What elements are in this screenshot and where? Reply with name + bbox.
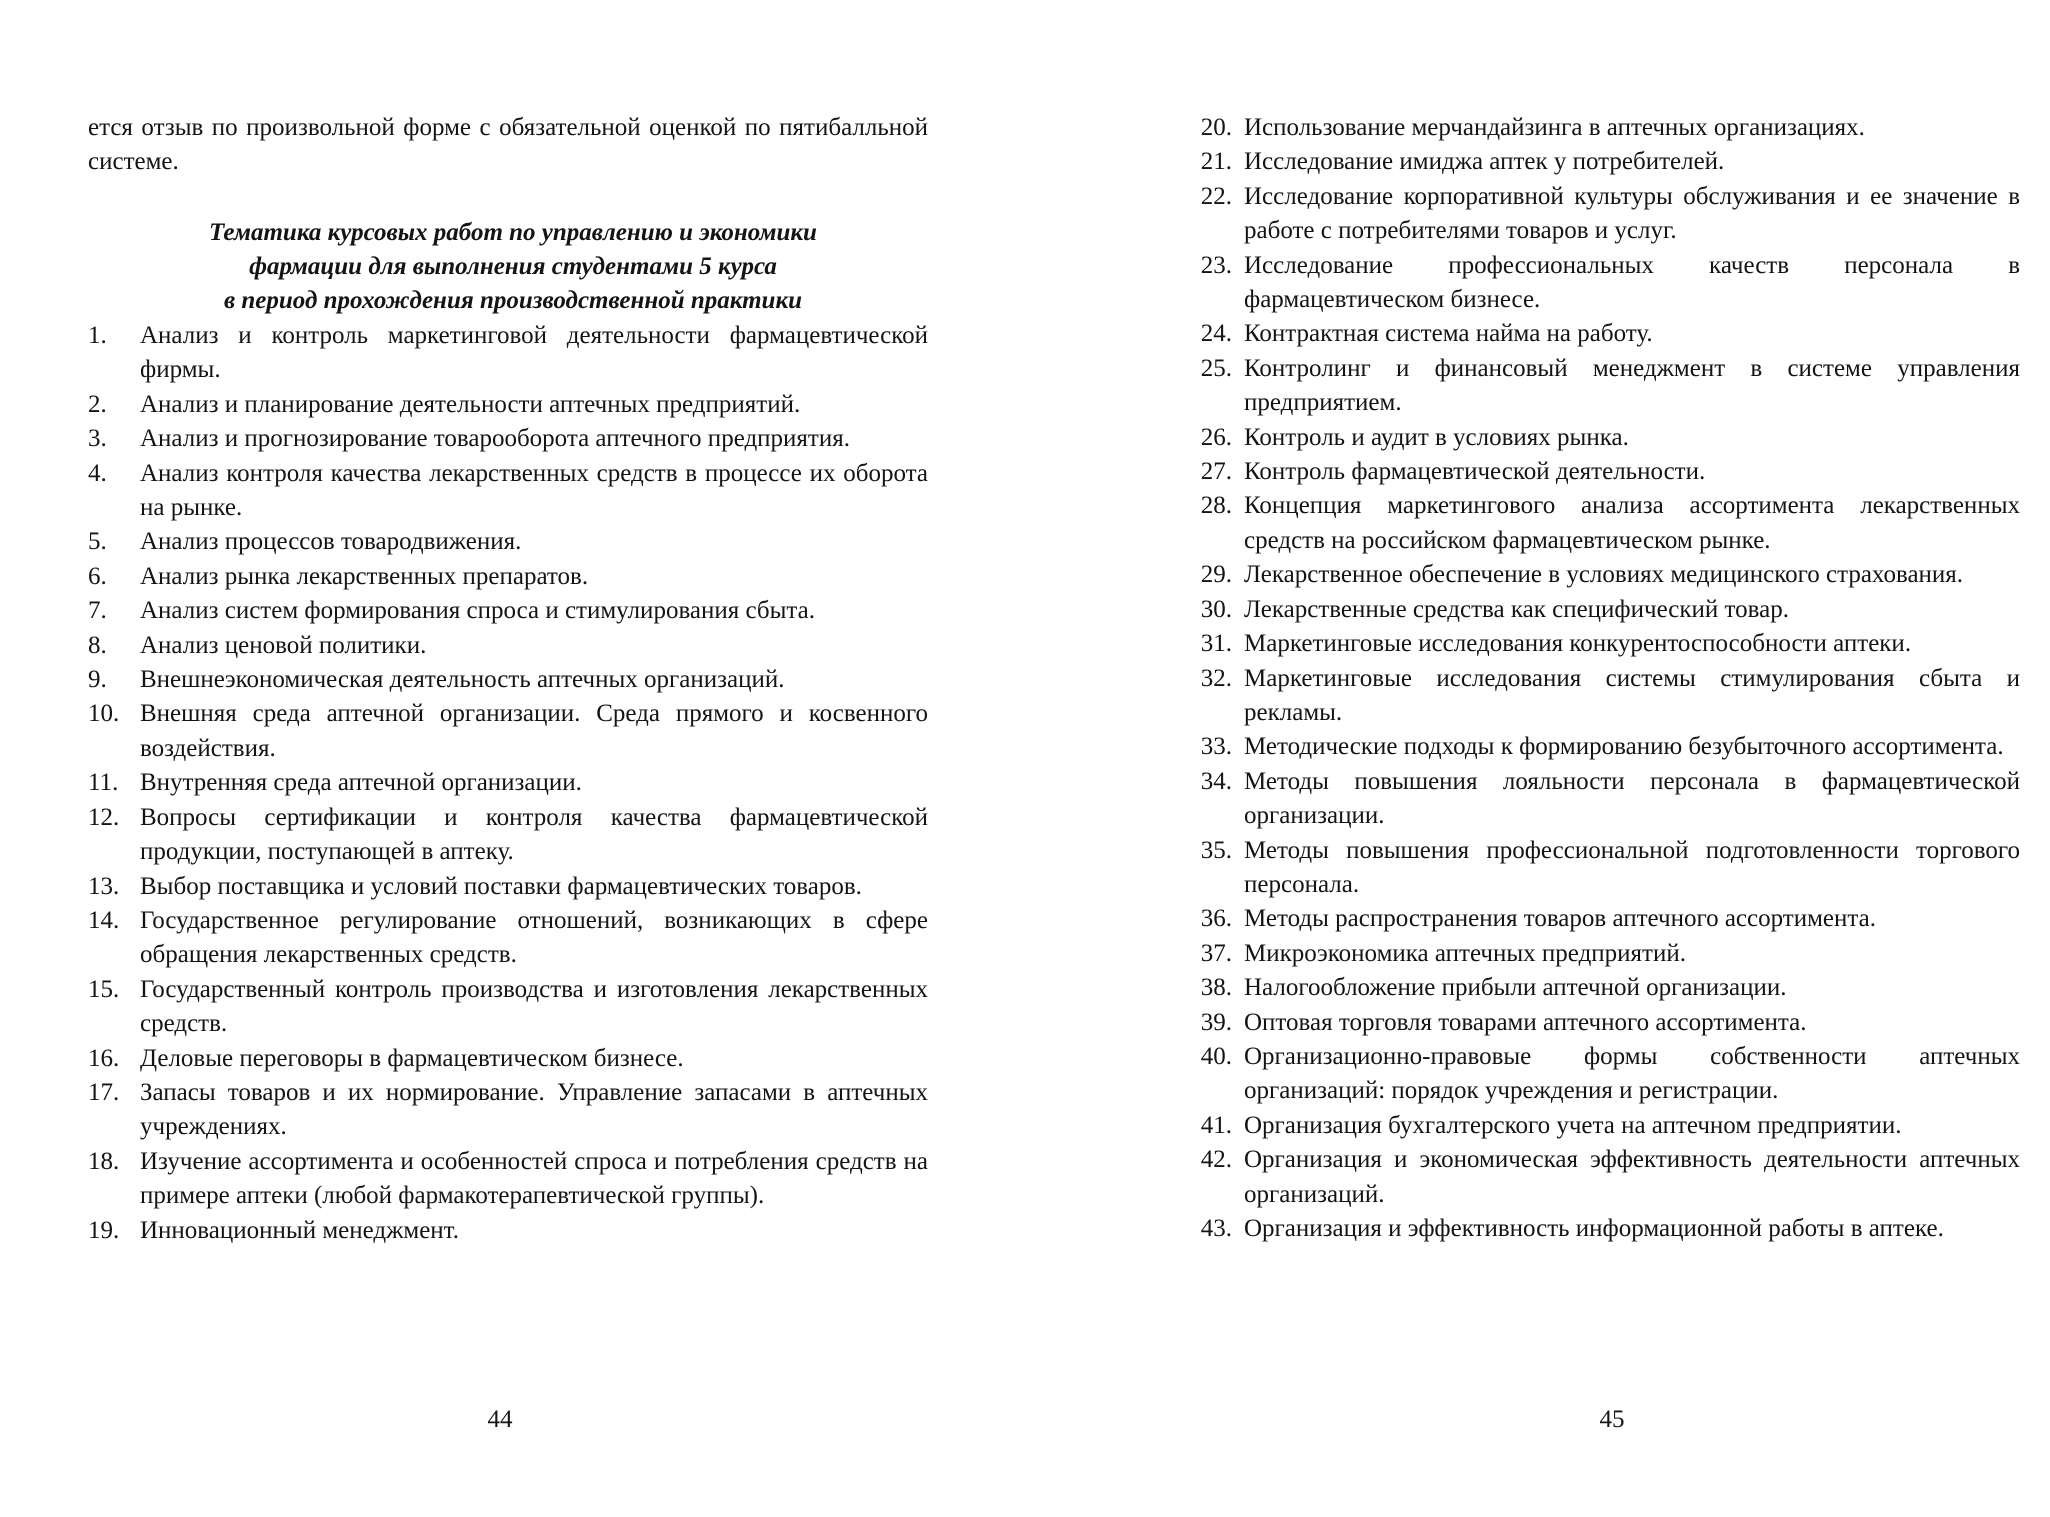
list-item (88, 560, 928, 594)
right-page (1180, 0, 2020, 1517)
item-text: Исследование профессиональных качеств персонала в фармацевтическом бизнесе. (1244, 251, 2020, 314)
list-item (88, 1042, 928, 1076)
list-item (1180, 249, 2020, 318)
list-item (1180, 1212, 2020, 1246)
item-text: Государственный контроль производства и изготовления лекарственных средств. (140, 975, 928, 1038)
list-item (88, 697, 928, 766)
list-item (88, 973, 928, 1042)
list-item (1180, 627, 2020, 661)
item-number: 17. (88, 1078, 120, 1106)
item-text: Методы повышения профессиональной подготовленности торгового персонала. (1244, 836, 2020, 898)
item-number: 22. (1200, 182, 1232, 210)
list-item (88, 319, 928, 388)
item-text: Исследование имиджа аптек у потребителей. (1244, 148, 1725, 176)
item-text: Концепция маркетингового анализа ассортимента лекарственных средств на российском фармацевтическом рынке. (1244, 492, 2020, 554)
item-number: 42. (1200, 1146, 1232, 1174)
item-number: 24. (1200, 320, 1232, 348)
item-number: 26. (1200, 423, 1232, 451)
item-text: Маркетинговые исследования конкурентоспособности аптеки. (1244, 630, 1912, 658)
list-item (1180, 765, 2020, 834)
list-item (88, 629, 928, 663)
item-text: Анализ рынка лекарственных препаратов. (140, 562, 589, 590)
heading-line: Тематика курсовых работ по управлению и экономики (209, 219, 817, 246)
item-text: Организация и экономическая эффективность деятельности аптечных организаций. (1244, 1146, 2020, 1208)
list-item (1180, 180, 2020, 249)
list-item (88, 388, 928, 422)
list-item (1180, 1040, 2020, 1109)
item-text: Анализ контроля качества лекарственных средств в процессе их оборота на рынке. (140, 459, 928, 522)
item-number: 25. (1200, 354, 1232, 382)
item-text: Анализ и планирование деятельности аптечных предприятий. (140, 390, 801, 418)
item-number: 7. (88, 597, 107, 625)
item-number: 35. (1200, 836, 1232, 864)
item-number: 28. (1200, 492, 1232, 520)
item-number: 16. (88, 1044, 120, 1072)
item-number: 3. (88, 425, 107, 453)
item-number: 11. (88, 769, 119, 797)
item-text: Анализ систем формирования спроса и стимулирования сбыта. (140, 597, 816, 625)
item-text: Контроль и аудит в условиях рынка. (1244, 423, 1629, 451)
item-text: Организационно-правовые формы собственности аптечных организаций: порядок учреждения и регистрации. (1244, 1042, 2020, 1105)
item-number: 9. (88, 666, 107, 694)
list-item (1180, 593, 2020, 627)
item-text: Деловые переговоры в фармацевтическом бизнесе. (140, 1044, 684, 1072)
item-number: 40. (1200, 1042, 1232, 1070)
item-number: 19. (88, 1216, 120, 1244)
list-item (1180, 971, 2020, 1005)
item-text: Лекарственное обеспечение в условиях медицинского страхования. (1244, 561, 1964, 589)
item-text: Запасы товаров и их нормирование. Управление запасами в аптечных учреждениях. (140, 1078, 928, 1141)
list-item (88, 870, 928, 904)
item-number: 8. (88, 631, 107, 659)
section-heading (108, 216, 918, 318)
item-number: 27. (1200, 458, 1232, 486)
item-number: 6. (88, 562, 107, 590)
list-item (1180, 317, 2020, 351)
item-number: 34. (1200, 767, 1232, 795)
item-number: 21. (1200, 148, 1232, 176)
item-number: 39. (1200, 1008, 1232, 1036)
list-item (1180, 730, 2020, 764)
item-text: Изучение ассортимента и особенностей спроса и потребления средств на примере аптеки (любой фармакотерапевтической группы). (140, 1147, 928, 1210)
list-item (1180, 662, 2020, 731)
list-item (88, 766, 928, 800)
item-number: 32. (1200, 664, 1232, 692)
list-item (88, 663, 928, 697)
item-text: Инновационный менеджмент. (140, 1216, 459, 1244)
item-text: Использование мерчандайзинга в аптечных организациях. (1244, 114, 1865, 141)
item-text: Анализ и контроль маркетинговой деятельности фармацевтической фирмы. (140, 322, 928, 384)
item-number: 43. (1200, 1215, 1232, 1242)
topics-list-right (1180, 111, 2020, 1246)
item-text: Микроэкономика аптечных предприятий. (1244, 939, 1686, 967)
item-text: Внешнеэкономическая деятельность аптечных организаций. (140, 666, 785, 694)
item-number: 13. (88, 872, 120, 900)
list-item (1180, 145, 2020, 179)
list-item (88, 594, 928, 628)
item-number: 10. (88, 700, 120, 728)
item-text: Методические подходы к формированию безубыточного ассортимента. (1244, 733, 2004, 761)
list-item (88, 525, 928, 559)
list-item (1180, 111, 2020, 145)
item-number: 23. (1200, 251, 1232, 279)
list-item (1180, 834, 2020, 903)
item-text: Анализ процессов товародвижения. (140, 528, 522, 556)
list-item (1180, 902, 2020, 936)
item-text: Вопросы сертификации и контроля качества фармацевтической продукции, поступающей в аптеку. (140, 803, 928, 866)
item-number: 4. (88, 459, 107, 487)
list-item (1180, 1143, 2020, 1212)
list-item (88, 1214, 928, 1248)
item-text: Налогообложение прибыли аптечной организации. (1244, 974, 1787, 1002)
item-number: 38. (1200, 974, 1232, 1002)
item-number: 2. (88, 390, 107, 418)
list-item (1180, 489, 2020, 558)
item-text: Лекарственные средства как специфический товар. (1244, 595, 1789, 623)
item-text: Внутренняя среда аптечной организации. (140, 769, 582, 797)
item-text: Методы повышения лояльности персонала в фармацевтической организации. (1244, 767, 2020, 830)
list-item (88, 1076, 928, 1145)
item-text: Исследование корпоративной культуры обслуживания и ее значение в работе с потребителями товаров и услуг. (1244, 182, 2020, 245)
item-number: 36. (1200, 905, 1232, 933)
item-text: Маркетинговые исследования системы стимулирования сбыта и рекламы. (1244, 664, 2020, 726)
page-number: 44 (487, 1406, 513, 1433)
intro-paragraph: ется отзыв по произвольной форме с обязательной оценкой по пятибалльной системе. (88, 114, 928, 176)
list-item (88, 801, 928, 870)
item-number: 12. (88, 803, 120, 831)
list-item (88, 904, 928, 973)
item-text: Оптовая торговля товарами аптечного ассортимента. (1244, 1008, 1807, 1036)
list-item (88, 457, 928, 526)
list-item (88, 422, 928, 456)
left-page (88, 0, 928, 1517)
item-text: Контролинг и финансовый менеджмент в системе управления предприятием. (1244, 354, 2020, 417)
list-item (88, 1145, 928, 1214)
item-text: Выбор поставщика и условий поставки фармацевтических товаров. (140, 872, 862, 900)
item-number: 30. (1200, 595, 1232, 623)
item-number: 29. (1200, 561, 1232, 589)
item-text: Анализ и прогнозирование товарооборота аптечного предприятия. (140, 425, 850, 453)
item-number: 31. (1200, 630, 1232, 658)
item-text: Государственное регулирование отношений, возникающих в сфере обращения лекарственных средств. (140, 906, 928, 969)
item-text: Контрактная система найма на работу. (1244, 320, 1653, 348)
heading-line: в период прохождения производственной практики (223, 287, 803, 314)
list-item (1180, 937, 2020, 971)
item-text: Внешняя среда аптечной организации. Среда прямого и косвенного воздействия. (140, 700, 928, 762)
list-item (1180, 1109, 2020, 1143)
item-number: 5. (88, 528, 107, 556)
heading-line: фармации для выполнения студентами 5 курса (249, 253, 777, 280)
topics-list-left (88, 319, 928, 1248)
item-number: 14. (88, 906, 120, 934)
item-text: Организация и эффективность информационной работы в аптеке. (1244, 1215, 1944, 1242)
list-item (1180, 421, 2020, 455)
page-number: 45 (1599, 1406, 1625, 1433)
item-text: Методы распространения товаров аптечного ассортимента. (1244, 905, 1876, 933)
item-number: 41. (1200, 1111, 1232, 1139)
item-number: 1. (88, 322, 107, 349)
item-text: Анализ ценовой политики. (140, 631, 427, 659)
item-number: 20. (1200, 114, 1232, 141)
item-text: Организация бухгалтерского учета на аптечном предприятии. (1244, 1111, 1902, 1139)
item-text: Контроль фармацевтической деятельности. (1244, 458, 1706, 486)
list-item (1180, 352, 2020, 421)
list-item (1180, 455, 2020, 489)
item-number: 33. (1200, 733, 1232, 761)
list-item (1180, 558, 2020, 592)
list-item (1180, 1006, 2020, 1040)
item-number: 18. (88, 1147, 120, 1175)
item-number: 15. (88, 975, 120, 1003)
item-number: 37. (1200, 939, 1232, 967)
